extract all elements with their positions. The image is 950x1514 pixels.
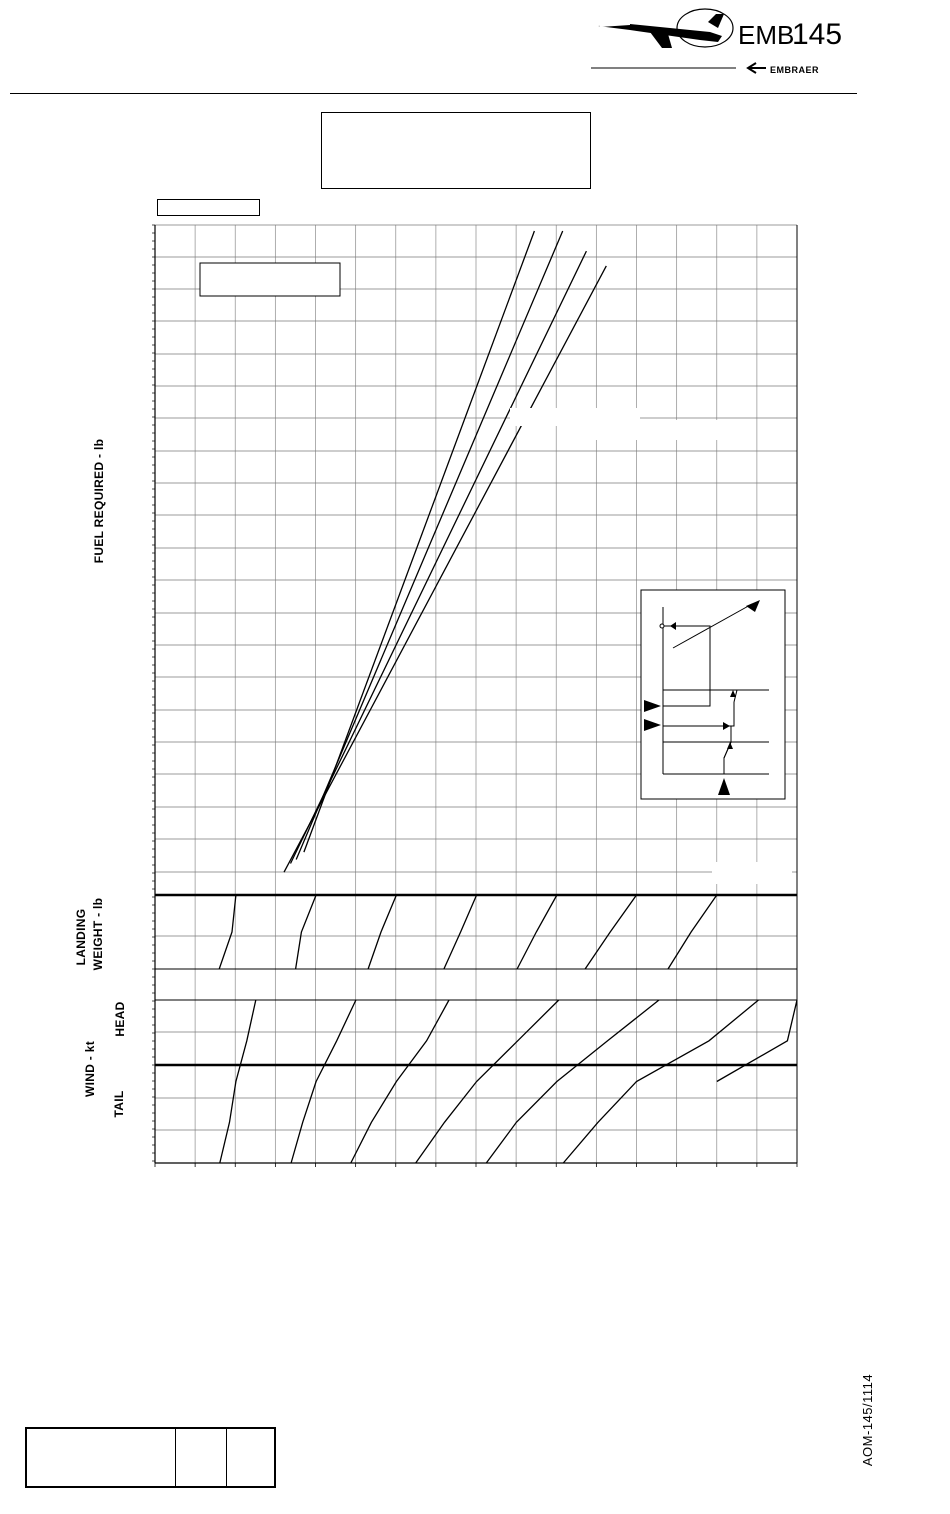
wind-line-5 — [486, 1000, 659, 1163]
landing-line-1 — [219, 895, 236, 969]
landing-line-2 — [296, 895, 317, 969]
line-label-mask — [588, 420, 718, 440]
fuel-line-3 — [291, 251, 587, 863]
landing-line-3 — [368, 895, 396, 969]
fuel-line-4 — [284, 266, 606, 872]
wind-line-4 — [416, 1000, 559, 1163]
landing-line-5 — [517, 895, 557, 969]
example-key-point — [660, 624, 664, 628]
wind-line-2 — [291, 1000, 356, 1163]
document-code: AOM-145/1114 — [860, 1373, 875, 1467]
landing-line-6 — [585, 895, 636, 969]
wind-line-3 — [351, 1000, 449, 1163]
chart-label-box — [200, 263, 340, 296]
logo-model-number: 145 — [792, 18, 843, 51]
fuel-line-2 — [296, 231, 563, 860]
logo-manufacturer: EMBRAER — [770, 65, 820, 75]
landing-line-7 — [668, 895, 717, 969]
legend-mask — [712, 862, 792, 884]
footer-cell-revision — [27, 1429, 176, 1486]
y-axis-label-landing: LANDING — [74, 908, 88, 966]
y-axis-label-head: HEAD — [113, 1001, 127, 1037]
y-axis-label-wind: WIND - kt — [83, 1040, 97, 1098]
footer-cell-date — [227, 1429, 274, 1486]
footer-cell-page — [176, 1429, 227, 1486]
y-axis-label-fuel: FUEL REQUIRED - lb — [92, 438, 106, 564]
y-axis-label-weight: WEIGHT - lb — [91, 897, 105, 971]
logo-model-prefix: EMB — [738, 20, 795, 50]
wind-line-1 — [220, 1000, 256, 1163]
wind-line-6 — [563, 1000, 758, 1163]
y-axis-label-tail: TAIL — [112, 1090, 126, 1118]
footer-table — [25, 1427, 276, 1488]
landing-line-4 — [444, 895, 477, 969]
